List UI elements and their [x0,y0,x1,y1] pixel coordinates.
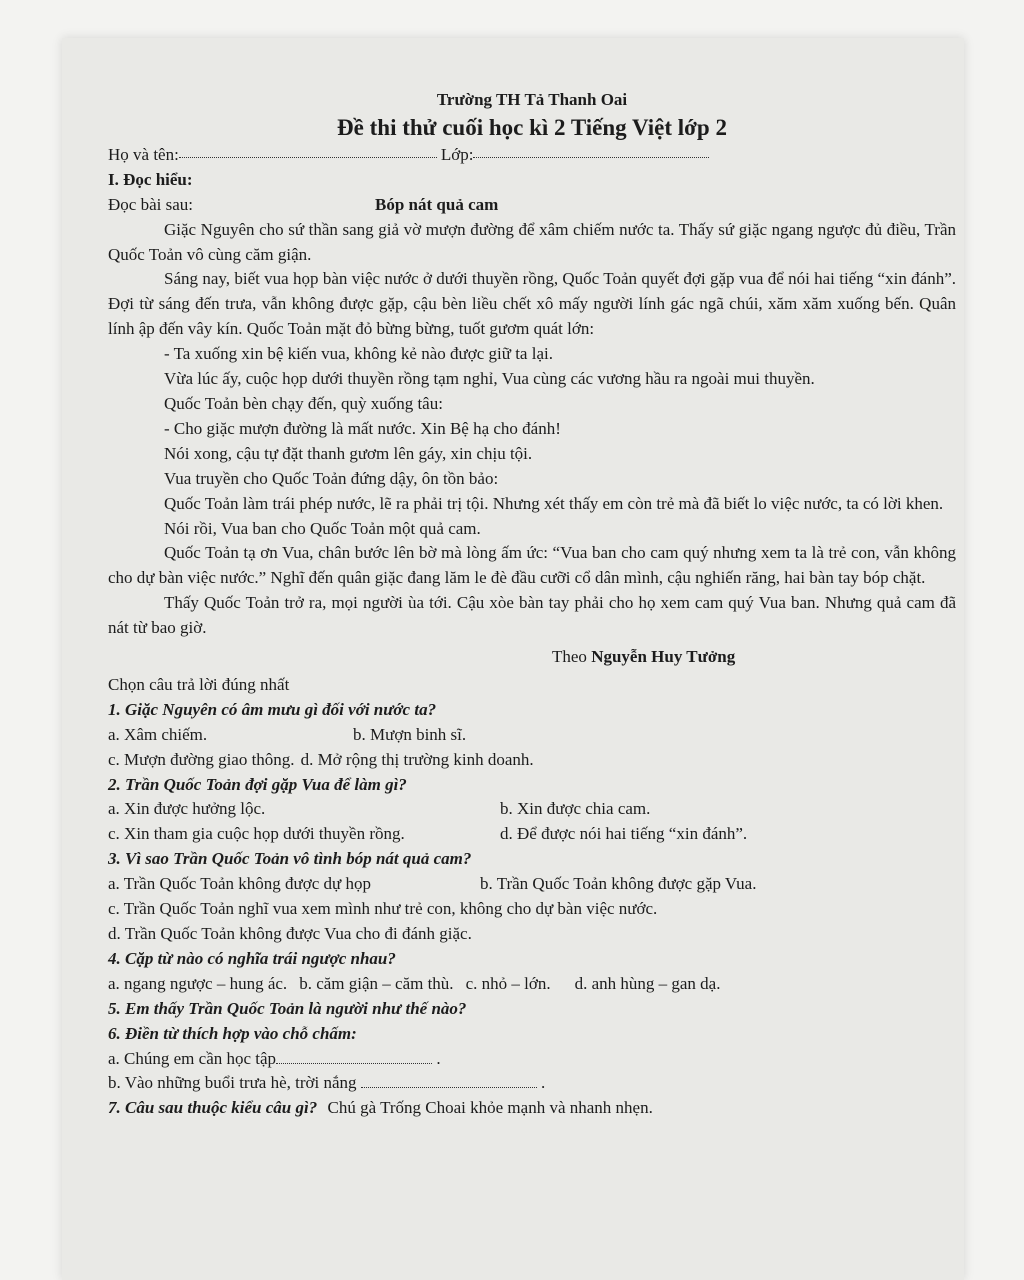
intro-line [108,193,956,218]
q6-item-a-text: a. Chúng em cần học tập [108,1048,277,1068]
question-3: 3. Vì sao Trần Quốc Toản vô tình bóp nát quả cam? [108,849,472,869]
passage-paragraph-11: Quốc Toản tạ ơn Vua, chân bước lên bờ mà lòng ấm ức: “Vua ban cho cam quý nhưng xem ta là trẻ con, vẫn không cho dự bàn việc nước.” Nghĩ đến quân giặc đang lăm le đè đầu cưỡi cổ dân mình, cậu nghiến răng, hai bàn tay bóp chặt. [108,543,956,588]
q6-item-b: b. Vào những buổi trưa hè, trời nắng . [108,1073,546,1093]
school-name: Trường TH Tả Thanh Oai [436,90,628,109]
q4-option-b: b. căm giận – căm thù. [299,973,454,993]
q2-options-row-2 [108,822,956,847]
exam-content [108,88,956,1121]
q1-options-row-1 [108,723,956,748]
q3-option-a: a. Trần Quốc Toản không được dự họp [108,874,371,894]
question-5: 5. Em thấy Trần Quốc Toản là người như thế nào? [108,998,467,1018]
question-7-line [108,1096,956,1121]
question-4: 4. Cặp từ nào có nghĩa trái ngược nhau? [108,948,396,968]
question-6: 6. Điền từ thích hợp vào chỗ chấm: [108,1023,357,1043]
q3-option-c: c. Trần Quốc Toản nghĩ vua xem mình như trẻ con, không cho dự bàn việc nước. [108,899,658,919]
passage-paragraph-2: Sáng nay, biết vua họp bàn việc nước ở dưới thuyền rồng, Quốc Toản quyết đợi gặp vua để nói hai tiếng “xin đánh”. Đợi từ sáng đến trưa, vẫn không được gặp, cậu bèn liều chết xô mấy người lính gác ngã chúi, xăm xăm xuống bến. Quân lính ập đến vây kín. Quốc Toản mặt đỏ bừng bừng, tuốt gươm quát lớn: [108,269,956,339]
passage-paragraph-7: Nói xong, cậu tự đặt thanh gươm lên gáy, xin chịu tội. [164,443,533,463]
passage-paragraph-10: Nói rồi, Vua ban cho Quốc Toản một quả cam. [164,518,481,538]
passage-paragraph-12: Thấy Quốc Toản trở ra, mọi người ùa tới. Cậu xòe bàn tay phải cho họ xem cam quý Vua ban. Nhưng quả cam đã nát từ bao giờ. [108,593,956,638]
exam-title: Đề thi thử cuối học kì 2 Tiếng Việt lớp 2 [337,114,727,140]
class-label: Lớp: [440,144,474,164]
exam-paper [62,38,964,1280]
q3-option-b: b. Trần Quốc Toản không được gặp Vua. [480,874,757,894]
credit-prefix: Theo [552,647,592,667]
q1-option-b: b. Mượn binh sĩ. [353,724,467,744]
name-blank [179,143,437,158]
author-credit [108,645,956,670]
q2-option-d: d. Để được nói hai tiếng “xin đánh”. [500,824,748,844]
q3-options-row-1 [108,872,956,897]
q4-option-c: c. nhỏ – lớn. [465,973,551,993]
q4-options-row [108,972,956,997]
section-heading: I. Đọc hiểu: [108,169,193,189]
q7-sentence: Chú gà Trống Choai khỏe mạnh và nhanh nhẹn. [327,1098,653,1118]
class-blank [473,143,709,158]
passage-paragraph-9: Quốc Toản làm trái phép nước, lẽ ra phải trị tội. Nhưng xét thấy em còn trẻ mà đã biết lo việc nước, ta có lời khen. [164,493,944,513]
q2-option-a: a. Xin được hưởng lộc. [108,799,266,819]
q1-option-d: d. Mở rộng thị trường kinh doanh. [300,749,534,769]
q3-option-d: d. Trần Quốc Toản không được Vua cho đi đánh giặc. [108,924,472,943]
passage-paragraph-6: - Cho giặc mượn đường là mất nước. Xin Bệ hạ cho đánh! [164,418,561,438]
passage-paragraph-4: Vừa lúc ấy, cuộc họp dưới thuyền rồng tạm nghỉ, Vua cùng các vương hầu ra ngoài mui thuyền. [164,369,815,389]
credit-author: Nguyễn Huy Tưởng [591,647,736,667]
q4-option-d: d. anh hùng – gan dạ. [574,973,721,993]
intro-label: Đọc bài sau: [108,194,193,214]
passage-paragraph-3: - Ta xuống xin bệ kiến vua, không kẻ nào được giữ ta lại. [164,344,553,364]
q1-options-row-2 [108,748,956,773]
student-info-line [108,143,956,168]
question-7: 7. Câu sau thuộc kiểu câu gì? [108,1098,318,1118]
question-2: 2. Trần Quốc Toản đợi gặp Vua để làm gì? [108,774,407,794]
passage-paragraph-5: Quốc Toản bèn chạy đến, quỳ xuống tâu: [164,393,443,413]
story-title: Bóp nát quả cam [375,194,499,214]
name-label: Họ và tên: [108,144,179,164]
q2-options-row-1 [108,797,956,822]
instruction: Chọn câu trả lời đúng nhất [108,674,290,694]
q6-item-a-blank[interactable] [276,1049,432,1064]
question-1: 1. Giặc Nguyên có âm mưu gì đối với nước ta? [108,699,437,719]
q2-option-b: b. Xin được chia cam. [500,799,651,819]
passage-paragraph-8: Vua truyền cho Quốc Toản đứng dậy, ôn tồn bảo: [164,468,499,488]
q6-item-b-text: b. Vào những buổi trưa hè, trời nắng [108,1073,357,1093]
passage-paragraph-1: Giặc Nguyên cho sứ thần sang giả vờ mượn đường để xâm chiếm nước ta. Thấy sứ giặc ngang ngược đủ điều, Trần Quốc Toản vô cùng căm giận. [108,219,956,264]
q6-item-a: a. Chúng em cần học tập . [108,1048,441,1068]
q1-option-c: c. Mượn đường giao thông. [108,749,295,769]
q4-option-a: a. ngang ngược – hung ác. [108,973,288,993]
q2-option-c: c. Xin tham gia cuộc họp dưới thuyền rồng. [108,824,405,844]
q1-option-a: a. Xâm chiếm. [108,724,208,744]
q6-item-b-blank[interactable] [361,1073,537,1088]
